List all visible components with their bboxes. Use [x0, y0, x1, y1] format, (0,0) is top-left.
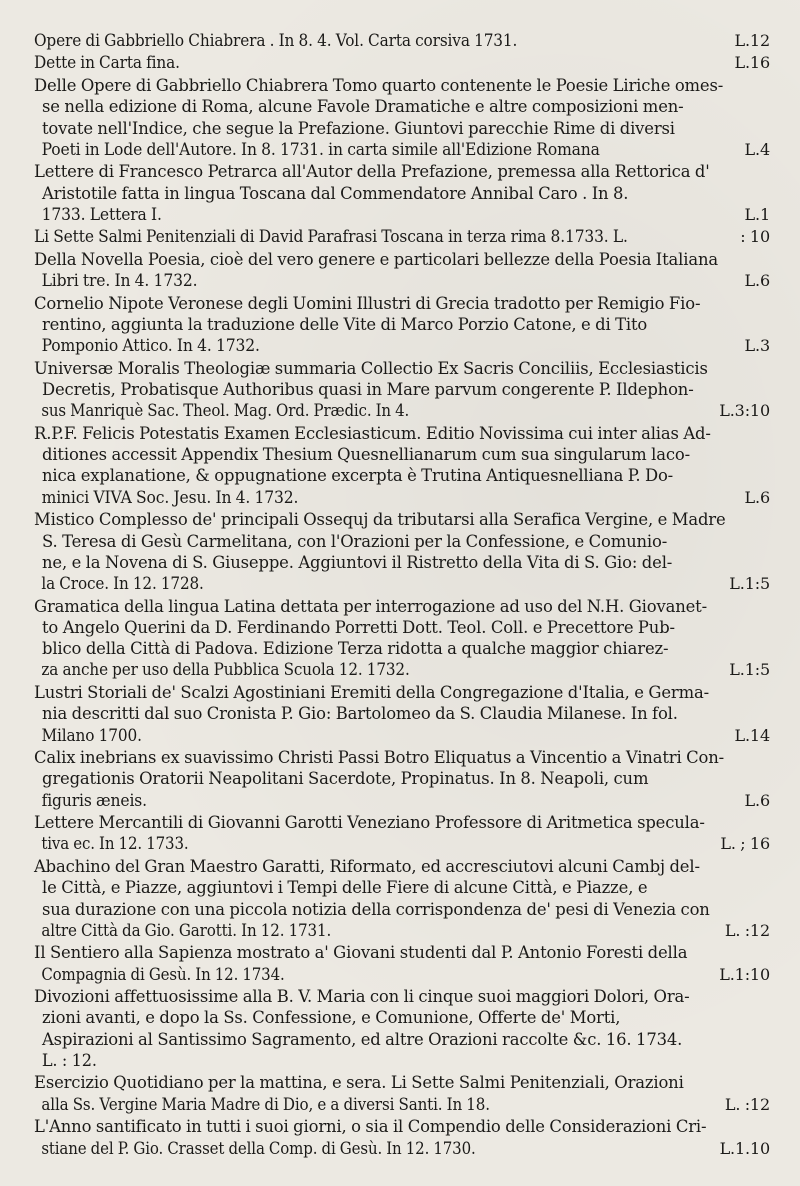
- price-reference: L.16: [734, 53, 770, 73]
- price-reference: L. :12: [724, 1094, 770, 1114]
- entry-line: L'Anno santificato in tutti i suoi giorni, o sia il Compendio delle Considerazioni Cri-: [34, 1117, 707, 1137]
- entry-line: stiane del P. Gio. Crasset della Comp. di Gesù. In 12. 1730.: [41, 1138, 476, 1158]
- entry-line: gregationis Oratorii Neapolitani Sacerdote, Propinatus. In 8. Neapoli, cum: [42, 769, 649, 789]
- catalogue-entry: [34, 358, 770, 422]
- price-reference: : 10: [740, 227, 770, 247]
- entry-line: Milano 1700.: [41, 725, 142, 745]
- price-reference: L.12: [734, 31, 770, 50]
- entry-line: la Croce. In 12. 1728.: [41, 574, 204, 594]
- price-reference: L.4: [744, 139, 770, 159]
- entry-line: za anche per uso della Pubblica Scuola 12. 1732.: [41, 660, 410, 680]
- entry-line: R.P.F. Felicis Potestatis Examen Ecclesiasticum. Editio Novissima cui inter alias Ad-: [34, 423, 711, 443]
- entry-line: Pomponio Attico. In 4. 1732.: [41, 336, 260, 356]
- entry-line: tiva ec. In 12. 1733.: [41, 834, 189, 854]
- entry-line: rentino, aggiunta la traduzione delle Vite di Marco Porzio Catone, e di Tito: [42, 314, 648, 334]
- price-reference: L.6: [744, 487, 770, 507]
- entry-line: Cornelio Nipote Veronese degli Uomini Illustri di Grecia tradotto per Remigio Fio-: [34, 293, 701, 313]
- entry-line: Esercizio Quotidiano per la mattina, e sera. Li Sette Salmi Penitenziali, Orazioni: [34, 1073, 684, 1093]
- entry-line: Aristotile fatta in lingua Toscana dal Commendatore Annibal Caro . In 8.: [42, 183, 629, 203]
- entry-line: Calix inebrians ex suavissimo Christi Passi Botro Eliquatus a Vincentio a Vinatri Con-: [34, 748, 725, 768]
- price-reference: L.14: [734, 725, 770, 745]
- entry-line: blico della Città di Padova. Edizione Terza ridotta a qualche maggior chiarez-: [42, 639, 669, 659]
- entry-line: Gramatica della lingua Latina dettata per interrogazione ad uso del N.H. Giovanet-: [34, 596, 707, 616]
- price-reference: L.1:5: [729, 660, 770, 680]
- entry-line: Divozioni affettuosissime alla B. V. Maria con li cinque suoi maggiori Dolori, Ora-: [34, 987, 690, 1007]
- catalogue-entry: [34, 812, 770, 855]
- catalogue-entry: [34, 30, 770, 51]
- catalogue-entry: [34, 249, 770, 292]
- catalogue-entry: [34, 942, 770, 985]
- entry-line: tovate nell'Indice, che segue la Prefazione. Giuntovi parecchie Rime di diversi: [42, 118, 675, 138]
- catalogue-entry: [34, 986, 770, 1071]
- price-reference: L.3:10: [719, 401, 770, 421]
- entry-line: alla Ss. Vergine Maria Madre di Dio, e a diversi Santi. In 18.: [41, 1094, 490, 1114]
- entry-line: Universæ Moralis Theologiæ summaria Collectio Ex Sacris Conciliis, Ecclesiasticis: [34, 358, 708, 378]
- entry-line: altre Città da Gio. Garotti. In 12. 1731.: [41, 920, 332, 940]
- entry-line: sus Manriquè Sac. Theol. Mag. Ord. Prædic. In 4.: [41, 401, 410, 421]
- entry-line: ditiones accessit Appendix Thesium Quesnellianarum cum sua singularum laco-: [42, 445, 690, 465]
- entry-line: Abachino del Gran Maestro Garatti, Riformato, ed accresciutovi alcuni Cambj del-: [34, 856, 700, 876]
- entry-line: L. : 12.: [41, 1050, 97, 1070]
- entry-line: Li Sette Salmi Penitenziali di David Parafrasi Toscana in terza rima 8.1733. L.: [34, 227, 628, 247]
- price-reference: L.1:10: [719, 964, 770, 984]
- catalogue-entry: [34, 161, 770, 225]
- entry-line: nia descritti dal suo Cronista P. Gio: Bartolomeo da S. Claudia Milanese. In fol.: [42, 704, 678, 724]
- catalogue-entry: [34, 596, 770, 681]
- entry-line: Decretis, Probatisque Authoribus quasi in Mare parvum congerente P. Ildephon-: [42, 380, 694, 400]
- price-reference: L. :12: [724, 920, 770, 940]
- entry-line: Dette in Carta fina.: [34, 53, 180, 73]
- entry-line: minici VIVA Soc. Jesu. In 4. 1732.: [41, 487, 299, 507]
- catalogue-entry: [34, 75, 770, 160]
- catalogue-entry: [34, 856, 770, 941]
- price-reference: L.6: [744, 790, 770, 810]
- entry-line: 1733. Lettera I.: [41, 204, 162, 224]
- entry-line: sua durazione con una piccola notizia della corrispondenza de' pesi di Venezia con: [42, 899, 710, 919]
- entry-line: Poeti in Lode dell'Autore. In 8. 1731. in carta simile all'Edizione Romana: [41, 139, 600, 159]
- catalogue-entry: [34, 509, 770, 594]
- entry-line: ne, e la Novena di S. Giuseppe. Aggiuntovi il Ristretto della Vita di S. Gio: del-: [42, 552, 673, 572]
- price-reference: L.3: [744, 336, 770, 356]
- catalogue-entry: [34, 1072, 770, 1115]
- entry-line: se nella edizione di Roma, alcune Favole Dramatiche e altre composizioni men-: [42, 97, 684, 117]
- entry-line: nica explanatione, & oppugnatione excerpta è Trutina Antiquesnelliana P. Do-: [42, 466, 674, 486]
- entry-line: Opere di Gabbriello Chiabrera . In 8. 4. Vol. Carta corsiva 1731.: [34, 31, 518, 50]
- entry-line: Libri tre. In 4. 1732.: [41, 271, 198, 291]
- entry-line: to Angelo Querini da D. Ferdinando Porretti Dott. Teol. Coll. e Precettore Pub-: [42, 617, 675, 637]
- entry-line: Lettere di Francesco Petrarca all'Autor della Prefazione, premessa alla Rettorica d': [34, 162, 710, 182]
- price-reference: L. ; 16: [720, 834, 770, 854]
- catalogue-entry: [34, 1116, 770, 1159]
- catalogue-entry: [34, 226, 770, 247]
- price-reference: L.6: [744, 271, 770, 291]
- price-reference: L.1.10: [719, 1138, 770, 1158]
- price-reference: L.1: [744, 204, 770, 224]
- entry-line: figuris æneis.: [41, 790, 147, 810]
- catalogue-entry: [34, 293, 770, 357]
- catalogue-entry: [34, 682, 770, 746]
- entry-line: Delle Opere di Gabbriello Chiabrera Tomo quarto contenente le Poesie Liriche omes-: [34, 75, 724, 95]
- catalogue-entry: [34, 747, 770, 811]
- entry-line: Il Sentiero alla Sapienza mostrato a' Giovani studenti dal P. Antonio Foresti della: [34, 943, 688, 963]
- entry-line: S. Teresa di Gesù Carmelitana, con l'Orazioni per la Confessione, e Comunio-: [42, 531, 668, 551]
- catalogue-entry: [34, 423, 770, 508]
- entry-line: Aspirazioni al Santissimo Sagramento, ed altre Orazioni raccolte &c. 16. 1734.: [42, 1029, 683, 1049]
- entry-line: Compagnia di Gesù. In 12. 1734.: [41, 964, 285, 984]
- entry-line: Della Novella Poesia, cioè del vero genere e particolari bellezze della Poesia Italiana: [34, 249, 718, 269]
- price-reference: L.1:5: [729, 574, 770, 594]
- catalogue-entry: [34, 52, 770, 73]
- entry-line: Mistico Complesso de' principali Ossequj da tributarsi alla Serafica Vergine, e Madre: [34, 510, 726, 530]
- entry-line: le Città, e Piazze, aggiuntovi i Tempi delle Fiere di alcune Città, e Piazze, e: [42, 878, 648, 898]
- entry-line: zioni avanti, e dopo la Ss. Confessione, e Comunione, Offerte de' Morti,: [42, 1008, 621, 1028]
- entry-line: Lettere Mercantili di Giovanni Garotti Veneziano Professore di Aritmetica specula-: [34, 813, 705, 833]
- entry-line: Lustri Storiali de' Scalzi Agostiniani Eremiti della Congregazione d'Italia, e Germa-: [34, 682, 709, 702]
